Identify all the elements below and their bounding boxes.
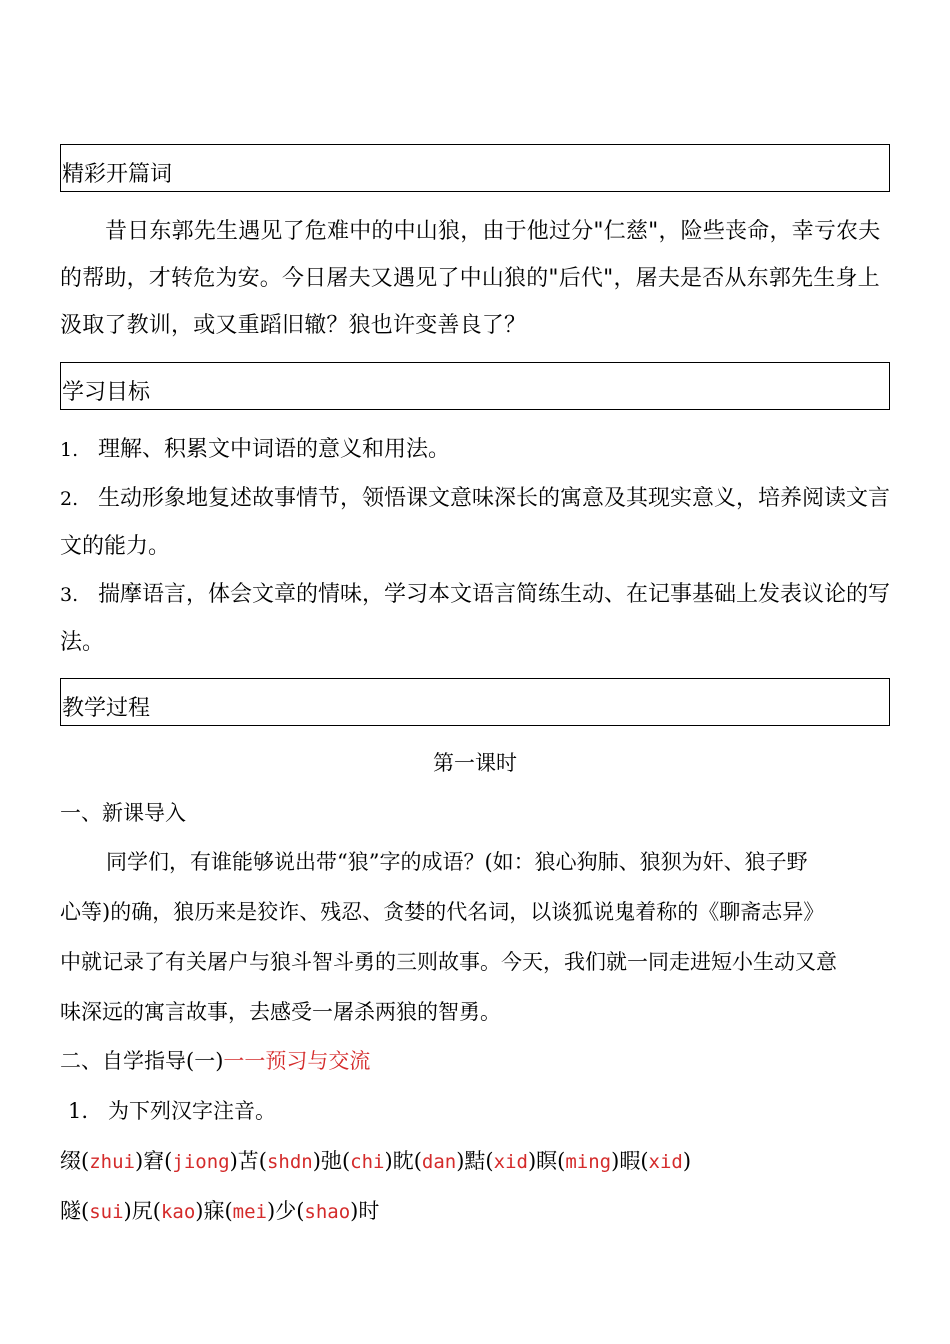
section-heading-opening (60, 144, 890, 192)
pinyin: dan (421, 1151, 457, 1173)
hanzi: 少 (275, 1199, 297, 1223)
pinyin-item: 隧(sui) (60, 1199, 132, 1223)
goal-number: 3. (60, 584, 79, 606)
intro-line-3: 中就记录了有关屠户与狼斗智斗勇的三则故事。今天，我们就一同走进短小生动又意 (60, 950, 837, 974)
self-study-subtitle: 一一预习与交流 (223, 1049, 371, 1073)
pinyin: zhui (89, 1151, 135, 1173)
hanzi: 寐 (203, 1199, 225, 1223)
pinyin-item: 缀(zhui) (60, 1149, 144, 1173)
pinyin-row-2 (60, 1195, 379, 1225)
goal-item-1 (60, 426, 890, 474)
goal-item-3 (60, 571, 890, 666)
pinyin-item: 暇(xid) (619, 1149, 692, 1173)
pinyin: chi (350, 1151, 385, 1173)
pinyin: shao (304, 1201, 351, 1223)
hanzi: 瞑 (536, 1149, 558, 1173)
pinyin-item: 寐(mei) (203, 1199, 276, 1223)
hanzi: 尻 (131, 1199, 153, 1223)
pinyin: ming (565, 1151, 612, 1173)
self-study-title: 二、自学指导(一) (60, 1049, 224, 1073)
hanzi: 黠 (464, 1149, 486, 1173)
goal-text: 生动形象地复述故事情节，领悟课文意味深长的寓意及其现实意义，培养阅读文言文的能力。 (60, 486, 891, 559)
intro-line-2: 心等)的确，狼历来是狡诈、残忍、贪婪的代名词，以谈狐说鬼着称的《聊斋志异》 (60, 900, 825, 924)
pinyin-item: 瞑(ming) (536, 1149, 620, 1173)
heading-text: 教学过程 (62, 696, 151, 721)
opening-paragraph: 昔日东郭先生遇见了危难中的中山狼，由于他过分"仁慈"，险些丧命，幸亏农夫的帮助，才转危为安。今日屠夫又遇见了中山狼的"后代"，屠夫是否从东郭先生身上汲取了教训，或又重蹈旧辙？狼也许变善良了？ (60, 219, 881, 338)
goal-number: 1. (60, 439, 79, 461)
heading-text: 学习目标 (62, 380, 151, 405)
goal-number: 2. (60, 488, 79, 510)
goal-text: 揣摩语言，体会文章的情味，学习本文语言简练生动、在记事基础上发表议论的写法。 (60, 582, 891, 655)
pinyin-item: 眈(dan) (392, 1149, 465, 1173)
pinyin-item: 窘(jiong) (143, 1149, 238, 1173)
pinyin-row-1 (60, 1145, 691, 1175)
pinyin-item: 弛(chi) (320, 1149, 393, 1173)
pinyin: sui (89, 1201, 124, 1223)
section-heading-process (60, 678, 890, 726)
heading-text: 精彩开篇词 (62, 162, 173, 187)
pinyin: kao (160, 1201, 196, 1223)
section-heading-goals (60, 362, 890, 410)
self-study-heading (60, 1045, 370, 1075)
intro-heading: 一、新课导入 (60, 801, 186, 825)
hanzi: 弛 (320, 1149, 342, 1173)
intro-line-1: 同学们，有谁能够说出带“狼”字的成语？(如：狼心狗肺、狼狈为奸、狼子野 (106, 850, 808, 874)
pinyin-item: 尻(kao) (131, 1199, 204, 1223)
pinyin-item: 少(shao) (275, 1199, 359, 1223)
pinyin: xid (493, 1151, 528, 1173)
hanzi: 苫 (237, 1149, 259, 1173)
lesson-title: 第一课时 (433, 751, 517, 775)
intro-line-4: 味深远的寓言故事，去感受一屠杀两狼的智勇。 (60, 1000, 501, 1024)
pinyin: mei (232, 1201, 267, 1223)
pinyin: jiong (172, 1151, 230, 1173)
pinyin: shdn (266, 1151, 313, 1173)
hanzi: 眈 (392, 1149, 414, 1173)
pinyin: xid (648, 1151, 683, 1173)
pinyin-item: 苫(shdn) (237, 1149, 321, 1173)
pinyin-item: 黠(xid) (464, 1149, 537, 1173)
goal-text: 理解、积累文中词语的意义和用法。 (98, 437, 451, 462)
goal-item-2 (60, 475, 890, 570)
hanzi: 缀 (60, 1149, 81, 1173)
hanzi: 暇 (619, 1149, 641, 1173)
hanzi: 窘 (143, 1149, 165, 1173)
hanzi: 隧 (60, 1199, 81, 1223)
task-1: 1. 为下列汉字注音。 (68, 1099, 277, 1123)
pinyin-row-tail: 时 (358, 1199, 380, 1223)
